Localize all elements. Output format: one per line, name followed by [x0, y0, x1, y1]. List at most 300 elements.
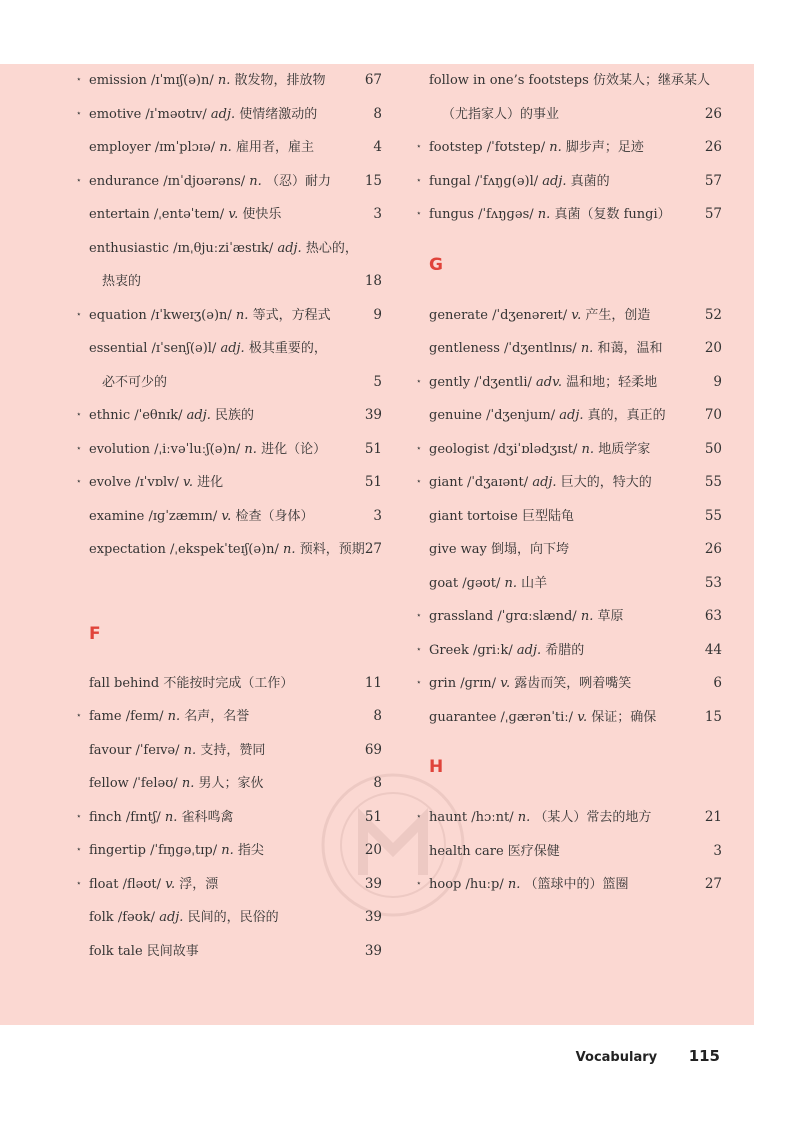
entry-pos: adj. — [277, 240, 302, 256]
entry-text — [89, 64, 326, 98]
entry-word: finch — [89, 809, 122, 825]
vocab-entry — [76, 198, 382, 232]
entry-page-number: 9 — [373, 306, 382, 323]
entry-meaning: 极其重要的， — [248, 341, 327, 356]
entry-word: grin — [429, 676, 457, 691]
entry-phonetic: /ˈdʒentli/ — [474, 374, 532, 390]
page-footer — [576, 1042, 720, 1070]
entry-list-h — [416, 801, 722, 902]
entry-meaning: 进化 — [197, 475, 224, 490]
entry-meaning: 不能按时完成（工作） — [163, 675, 294, 691]
entry-phonetic: /ˈfɪŋɡəˌtɪp/ — [150, 843, 218, 858]
entry-continuation: 热衷的 — [102, 274, 142, 289]
vocab-entry — [416, 131, 722, 165]
entry-meaning: 巨大的，特大的 — [560, 475, 652, 490]
entry-meaning: 仿效某人；继承某人 — [592, 73, 710, 88]
entry-word: guarantee — [429, 709, 497, 725]
entry-page-number: 51 — [364, 808, 382, 825]
vocab-entry — [76, 767, 382, 801]
entry-list-f-cont — [416, 64, 722, 232]
entry-text — [429, 667, 631, 701]
entry-meaning: 热心的， — [305, 240, 358, 256]
vocab-entry — [76, 801, 382, 835]
entry-word: evolve — [89, 475, 132, 490]
entry-phonetic: /fɪntʃ/ — [125, 809, 161, 825]
entry-page-number: 21 — [704, 809, 722, 825]
entry-text — [89, 767, 264, 801]
entry-pos: n. — [283, 542, 296, 557]
entry-page-number: 39 — [364, 875, 382, 892]
entry-text — [429, 466, 652, 500]
vocab-entry — [416, 634, 722, 668]
entry-meaning: 希腊的 — [545, 642, 585, 658]
vocab-entry — [76, 868, 382, 902]
vocab-entry — [76, 901, 382, 935]
entry-pos: n. — [517, 810, 531, 825]
star-icon: ⋆ — [76, 878, 82, 889]
entry-meaning: 民间故事 — [146, 943, 199, 959]
star-icon: ⋆ — [76, 410, 82, 420]
entry-text — [429, 868, 629, 902]
entry-phonetic: /ˌekspekˈteɪʃ(ə)n/ — [170, 542, 279, 557]
entry-page-number: 9 — [713, 373, 722, 390]
star-icon: ⋆ — [416, 879, 422, 889]
entry-word: footstep — [429, 140, 483, 155]
entry-meaning: 雇用者，雇主 — [235, 140, 314, 155]
entry-word: employer — [89, 140, 151, 155]
entry-page-number: 51 — [364, 440, 382, 457]
entry-meaning: （篮球中的）篮圈 — [524, 877, 629, 892]
entry-phonetic: /ˌɡærənˈtiː/ — [500, 709, 574, 725]
entry-continuation: 必不可少的 — [102, 374, 168, 390]
star-icon: ⋆ — [416, 678, 422, 688]
section-letter-h: H — [429, 757, 444, 777]
entry-pos: n. — [507, 877, 521, 892]
entry-word: gently — [429, 374, 471, 390]
vocab-entry — [76, 700, 382, 734]
entry-page-number: 11 — [364, 674, 382, 691]
entry-text — [89, 700, 249, 734]
entry-page-number: 8 — [373, 708, 382, 724]
entry-continuation: （尤指家人）的事业 — [442, 106, 560, 122]
entry-meaning: 脚步声；足迹 — [565, 140, 644, 155]
entry-text — [89, 299, 331, 333]
entry-page-number: 20 — [364, 842, 382, 858]
entry-page-number: 3 — [373, 206, 382, 222]
entry-meaning: 倒塌，向下垮 — [491, 542, 570, 557]
vocab-entry — [76, 533, 382, 567]
entry-pos: n. — [219, 140, 232, 155]
entry-pos: n. — [181, 776, 195, 791]
entry-pos: adj. — [532, 475, 557, 490]
entry-word: fall behind — [89, 675, 160, 691]
entry-page-number: 20 — [704, 340, 722, 356]
entry-phonetic: /ɪˈsenʃ(ə)l/ — [151, 341, 217, 356]
star-icon: ⋆ — [76, 443, 82, 454]
vocab-entry — [76, 332, 382, 366]
vocab-entry — [416, 600, 722, 634]
entry-page-number: 5 — [373, 373, 382, 390]
entry-text — [429, 433, 650, 467]
entry-text — [429, 131, 644, 165]
entry-word: favour — [89, 742, 132, 758]
entry-word: enthusiastic — [89, 240, 169, 256]
entry-meaning: 雀科鸣禽 — [181, 809, 234, 825]
entry-word: fame — [89, 709, 122, 724]
star-icon: ⋆ — [76, 175, 82, 186]
entry-page-number: 15 — [704, 708, 722, 725]
entry-page-number: 55 — [704, 507, 722, 524]
entry-word: hoop — [429, 877, 462, 892]
entry-word: give way — [429, 542, 487, 557]
entry-page-number: 53 — [704, 574, 722, 591]
entry-page-number: 39 — [364, 942, 382, 959]
vocab-entry — [76, 299, 382, 333]
entry-pos: n. — [183, 742, 197, 758]
entry-page-number: 27 — [364, 541, 382, 557]
entry-phonetic: /hɔːnt/ — [471, 810, 514, 825]
entry-pos: adv. — [536, 374, 563, 390]
entry-text — [89, 801, 234, 835]
entry-phonetic: /ɪˈkweɪʒ(ə)n/ — [150, 307, 232, 323]
entry-page-number: 3 — [713, 842, 722, 859]
entry-meaning: 散发物，排放物 — [234, 73, 326, 88]
entry-meaning: 真菌的 — [570, 173, 610, 189]
entry-word: gentleness — [429, 341, 500, 356]
entry-phonetic: /ˈdʒenjuɪn/ — [486, 408, 556, 423]
entry-meaning: 等式，方程式 — [252, 307, 331, 323]
left-column — [76, 64, 382, 968]
entry-meaning: 山羊 — [521, 575, 548, 591]
entry-text — [89, 131, 314, 165]
entry-pos: n. — [537, 207, 551, 222]
star-icon: ⋆ — [76, 711, 82, 721]
entry-page-number: 57 — [704, 172, 722, 189]
entry-meaning: 草原 — [597, 609, 624, 624]
entry-phonetic: /ˈdʒaɪənt/ — [466, 475, 529, 490]
vocab-entry — [76, 935, 382, 969]
vocab-entry — [416, 198, 722, 232]
entry-word: folk — [89, 910, 114, 925]
vocab-entry — [76, 734, 382, 768]
entry-pos: adj. — [159, 910, 184, 925]
vocab-entry — [416, 533, 722, 567]
entry-pos: n. — [549, 140, 562, 155]
entry-meaning: 支持，赞同 — [200, 742, 266, 758]
entry-phonetic: /ɪˈmɪʃ(ə)n/ — [151, 73, 214, 88]
entry-phonetic: /ˈdʒentlnɪs/ — [504, 341, 577, 356]
entry-page-number: 26 — [704, 139, 722, 155]
entry-phonetic: /ɪˈvɒlv/ — [135, 475, 179, 490]
vocab-entry — [416, 332, 722, 366]
entry-meaning: 保证；确保 — [591, 709, 657, 725]
entry-list-e — [76, 64, 382, 567]
entry-phonetic: /ˈeθnɪk/ — [134, 408, 183, 423]
entry-word: Greek — [429, 642, 469, 658]
entry-page-number: 52 — [704, 306, 722, 323]
vocab-entry — [76, 98, 382, 132]
entry-phonetic: /ɪnˈdjʊərəns/ — [163, 173, 246, 189]
vocab-entry — [76, 433, 382, 467]
star-icon: ⋆ — [76, 477, 82, 487]
entry-page-number: 57 — [704, 206, 722, 222]
vocab-entry — [416, 366, 722, 400]
star-icon: ⋆ — [76, 309, 82, 320]
vocab-entry — [416, 399, 722, 433]
entry-phonetic: /fəʊk/ — [117, 910, 156, 925]
entry-list-f — [76, 667, 382, 969]
page-number: 115 — [688, 1047, 720, 1065]
entry-text — [429, 801, 651, 835]
entry-word: genuine — [429, 408, 482, 423]
entry-word: haunt — [429, 810, 468, 825]
vocab-entry — [76, 834, 382, 868]
vocab-entry — [416, 500, 722, 534]
entry-word: fungus — [429, 207, 474, 222]
entry-text — [429, 198, 671, 232]
vocab-entry — [416, 64, 722, 98]
vocab-entry — [76, 366, 382, 400]
entry-text — [89, 98, 317, 132]
entry-page-number: 8 — [373, 105, 382, 122]
star-icon: ⋆ — [416, 443, 422, 454]
entry-pos: n. — [221, 843, 234, 858]
entry-text — [89, 399, 254, 433]
entry-page-number: 6 — [713, 675, 722, 691]
entry-phonetic: /ˈfʌŋɡəs/ — [478, 207, 534, 222]
entry-page-number: 50 — [704, 440, 722, 457]
star-icon: ⋆ — [416, 644, 422, 655]
entry-text — [429, 165, 610, 199]
entry-meaning: 预料，预期 — [299, 542, 365, 557]
star-icon: ⋆ — [416, 376, 422, 387]
entry-page-number: 4 — [373, 139, 382, 155]
entry-text — [89, 834, 264, 868]
vocab-entry — [416, 801, 722, 835]
entry-phonetic: /ɪɡˈzæmɪn/ — [148, 508, 218, 524]
entry-pos: n. — [164, 809, 178, 825]
entry-phonetic: /ɪnˌθjuːziˈæstɪk/ — [173, 240, 274, 256]
vocab-entry — [76, 165, 382, 199]
entry-text — [429, 399, 666, 433]
entry-phonetic: /ˈfʊtstep/ — [486, 140, 546, 155]
entry-pos: n. — [167, 709, 181, 724]
entry-pos: n. — [249, 173, 262, 189]
entry-text — [89, 901, 279, 935]
entry-page-number: 27 — [704, 876, 722, 892]
entry-text — [429, 701, 656, 735]
entry-word: examine — [89, 508, 145, 524]
entry-phonetic: /dʒiˈɒlədʒɪst/ — [493, 441, 578, 457]
star-icon: ⋆ — [76, 75, 82, 85]
star-icon: ⋆ — [416, 812, 422, 822]
entry-phonetic: /fləʊt/ — [122, 876, 162, 892]
entry-pos: n. — [217, 73, 231, 88]
entry-word: follow in one’s footsteps — [429, 73, 589, 88]
entry-word: fingertip — [89, 843, 146, 858]
entry-word: generate — [429, 307, 488, 323]
entry-phonetic: /ˌentəˈteɪn/ — [153, 207, 225, 222]
entry-text — [89, 500, 313, 534]
vocab-entry — [416, 835, 722, 869]
entry-phonetic: /ɡəʊt/ — [462, 575, 501, 591]
entry-word: fellow — [89, 776, 129, 791]
entry-meaning: （忍）耐力 — [265, 173, 331, 189]
entry-meaning: 地质学家 — [598, 441, 651, 457]
entry-meaning: （某人）常去的地方 — [534, 810, 652, 825]
entry-pos: n. — [244, 441, 257, 457]
entry-text — [89, 935, 199, 969]
entry-pos: adj. — [516, 642, 542, 658]
entry-text — [89, 198, 281, 232]
vocab-entry — [416, 466, 722, 500]
entry-phonetic: /huːp/ — [465, 877, 504, 892]
entry-meaning: 巨型陆龟 — [521, 508, 574, 524]
vocab-entry — [76, 466, 382, 500]
entry-text — [89, 533, 365, 567]
entry-meaning: 浮，漂 — [179, 876, 219, 892]
entry-page-number: 26 — [704, 105, 722, 122]
star-icon: ⋆ — [416, 175, 422, 186]
entry-page-number: 8 — [373, 775, 382, 791]
vocab-entry — [416, 433, 722, 467]
entry-meaning: 温和地；轻柔地 — [566, 374, 658, 390]
entry-pos: v. — [183, 475, 193, 490]
entry-text — [89, 868, 218, 902]
entry-phonetic: /ɡriːk/ — [473, 642, 513, 658]
entry-phonetic: /ˌiːvəˈluːʃ(ə)n/ — [154, 441, 241, 457]
vocab-entry — [76, 399, 382, 433]
entry-pos: adj. — [220, 341, 245, 356]
entry-pos: adj. — [210, 106, 236, 122]
entry-word: entertain — [89, 207, 150, 222]
entry-page-number: 51 — [364, 474, 382, 490]
entry-pos: v. — [221, 508, 232, 524]
entry-word: endurance — [89, 173, 160, 189]
entry-pos: v. — [500, 676, 511, 691]
entry-word: giant — [429, 475, 463, 490]
entry-meaning: 和蔼，温和 — [597, 341, 663, 356]
vocab-entry — [76, 64, 382, 98]
star-icon: ⋆ — [416, 477, 422, 487]
vocab-entry — [416, 299, 722, 333]
entry-word: emotive — [89, 106, 142, 122]
section-letter-f: F — [89, 623, 101, 644]
entry-word: grassland — [429, 609, 494, 624]
entry-list-g — [416, 299, 722, 735]
entry-word: ethnic — [89, 408, 131, 423]
entry-pos: v. — [577, 709, 588, 725]
entry-pos: adj. — [559, 408, 584, 423]
entry-text — [429, 366, 657, 400]
vocab-entry — [416, 868, 722, 902]
entry-page-number: 69 — [364, 741, 382, 758]
vocab-entry — [416, 667, 722, 701]
entry-pos: n. — [581, 441, 595, 457]
entry-page-number: 55 — [704, 474, 722, 490]
entry-pos: v. — [571, 307, 582, 323]
entry-page-number: 39 — [364, 909, 382, 925]
vocab-entry — [76, 232, 382, 266]
entry-phonetic: /ɪˈməʊtɪv/ — [145, 106, 207, 122]
star-icon: ⋆ — [76, 811, 82, 822]
entry-page-number: 15 — [364, 172, 382, 189]
entry-meaning: 真的，真正的 — [587, 408, 666, 423]
entry-meaning: 进化（论） — [261, 441, 327, 457]
entry-page-number: 39 — [364, 407, 382, 423]
entry-meaning: 男人；家伙 — [198, 776, 264, 791]
entry-word: float — [89, 876, 119, 892]
vocab-entry — [76, 265, 382, 299]
vocab-entry — [76, 667, 382, 701]
entry-word: equation — [89, 307, 147, 323]
entry-meaning: 露齿而笑，咧着嘴笑 — [514, 676, 632, 691]
entry-phonetic: /ˈfeɪvə/ — [135, 742, 180, 758]
entry-text — [89, 667, 293, 701]
right-column — [416, 64, 722, 902]
entry-word: emission — [89, 73, 147, 88]
entry-page-number: 26 — [704, 541, 722, 557]
star-icon: ⋆ — [416, 209, 422, 219]
entry-text — [89, 466, 223, 500]
entry-page-number: 63 — [704, 608, 722, 624]
entry-word: giant tortoise — [429, 508, 518, 524]
entry-meaning: 使情绪激动的 — [239, 106, 318, 122]
entry-pos: n. — [580, 341, 594, 356]
vocab-entry — [416, 165, 722, 199]
entry-meaning: 指尖 — [237, 843, 264, 858]
entry-text — [429, 835, 560, 869]
star-icon: ⋆ — [416, 611, 422, 621]
entry-meaning: 民族的 — [215, 408, 255, 423]
vocab-entry — [76, 131, 382, 165]
entry-word: essential — [89, 341, 148, 356]
entry-phonetic: /ˈdʒenəreɪt/ — [492, 307, 568, 323]
entry-word: evolution — [89, 441, 150, 457]
entry-text — [89, 734, 265, 768]
entry-meaning: 名声，名誉 — [184, 709, 250, 724]
entry-pos: adj. — [542, 173, 567, 189]
entry-pos: v. — [228, 207, 239, 222]
entry-text — [89, 165, 331, 199]
entry-text — [429, 567, 547, 601]
entry-word: goat — [429, 575, 459, 591]
star-icon: ⋆ — [76, 845, 82, 855]
entry-text — [429, 634, 584, 668]
entry-text — [429, 533, 569, 567]
entry-text — [429, 64, 710, 98]
entry-meaning: 产生，创造 — [585, 307, 651, 323]
entry-word: geologist — [429, 441, 490, 457]
entry-pos: n. — [580, 609, 594, 624]
vocab-entry — [416, 98, 722, 132]
entry-word: fungal — [429, 173, 471, 189]
entry-page-number: 67 — [364, 72, 382, 88]
star-icon: ⋆ — [76, 108, 82, 119]
entry-pos: n. — [235, 307, 249, 323]
entry-text — [429, 299, 650, 333]
entry-phonetic: /feɪm/ — [125, 709, 164, 724]
entry-word: health care — [429, 843, 504, 859]
entry-phonetic: /ˈfeləʊ/ — [132, 776, 178, 791]
entry-phonetic: /ɡrɪn/ — [460, 676, 497, 691]
section-letter-g: G — [429, 254, 443, 275]
entry-phonetic: /ˈfʌŋɡ(ə)l/ — [474, 173, 539, 189]
vocab-entry — [416, 701, 722, 735]
entry-page-number: 44 — [704, 641, 722, 658]
entry-pos: adj. — [186, 408, 211, 423]
star-icon: ⋆ — [416, 142, 422, 152]
